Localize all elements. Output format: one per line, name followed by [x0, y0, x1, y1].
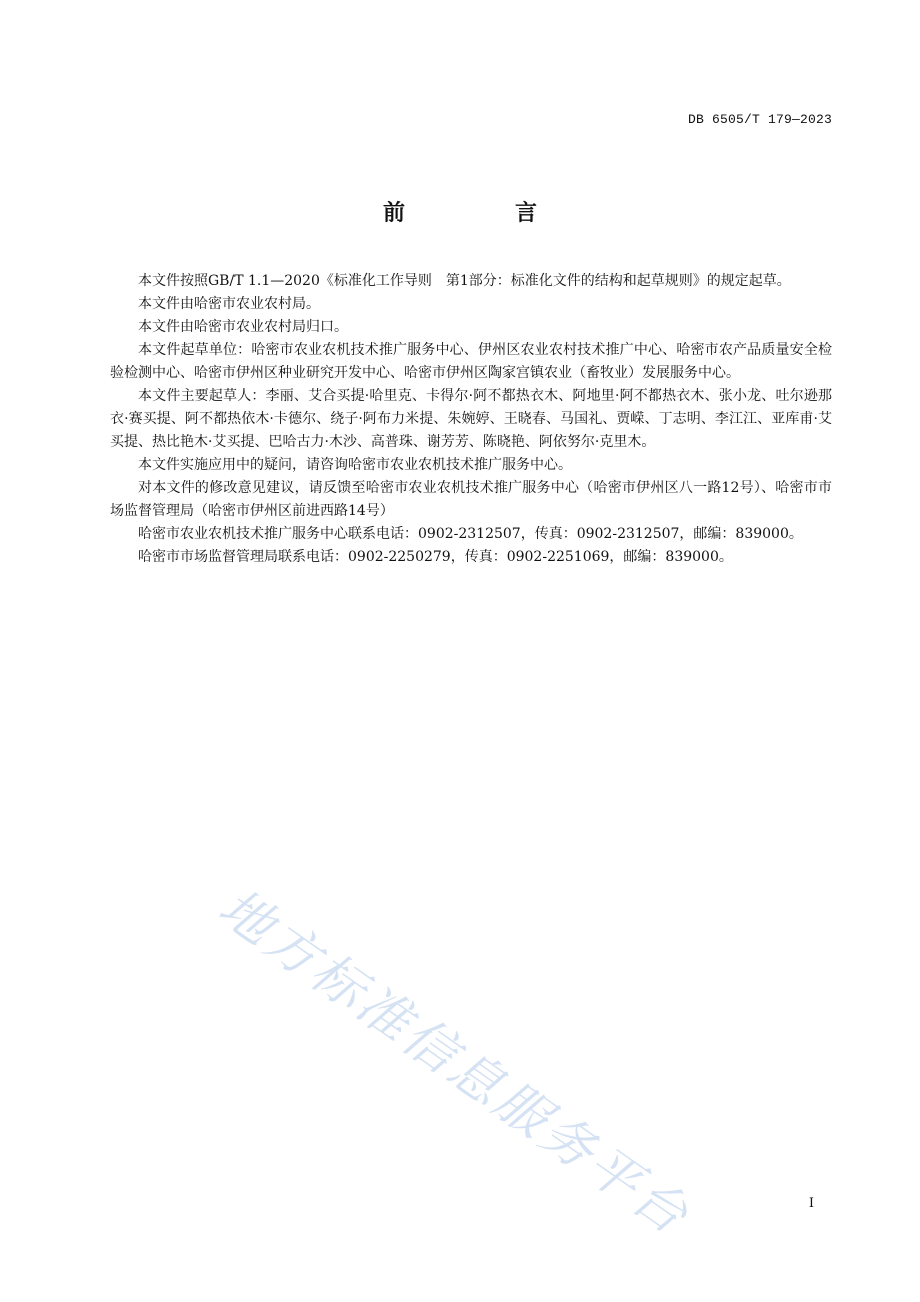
- paragraph-proposer: 本文件由哈密市农业农村局。: [138, 296, 320, 312]
- paragraph-inquiries: 本文件实施应用中的疑问，请咨询哈密市农业农机技术推广服务中心。: [138, 457, 572, 473]
- page-title: 前 言: [382, 201, 581, 226]
- paragraph-drafting-units: 本文件起草单位：哈密市农业农机技术推广服务中心、伊州区农业农村技术推广中心、哈密市农产品质量安全检验检测中心、哈密市伊州区种业研究开发中心、哈密市伊州区陶家宫镇农业（畜牧业）发展服务中心。: [110, 342, 832, 381]
- paragraph-centralized-by: 本文件由哈密市农业农村局归口。: [138, 319, 348, 335]
- page-number: I: [808, 1196, 814, 1211]
- paragraph-feedback: 对本文件的修改意见建议，请反馈至哈密市农业农机技术推广服务中心（哈密市伊州区八一路12号）、哈密市市场监督管理局（哈密市伊州区前进西路14号）: [110, 480, 832, 519]
- paragraph-drafting-rules: 本文件按照GB/T 1.1—2020《标准化工作导则 第1部分：标准化文件的结构和起草规则》的规定起草。: [138, 273, 791, 289]
- paragraph-main-drafters: 本文件主要起草人：李丽、艾合买提·哈里克、卡得尔·阿不都热衣木、阿地里·阿不都热衣木、张小龙、吐尔逊那衣·赛买提、阿不都热依木·卡德尔、绕子·阿布力米提、朱婉婷、王晓春、马国礼、贾嵘、丁志明、李江江、亚库甫·艾买提、热比艳木·艾买提、巴哈古力·木沙、高普珠、谢芳芳、陈晓艳、阿依努尔·克里木。: [110, 388, 832, 450]
- watermark: 地方标准信息服务平台: [207, 877, 701, 1248]
- paragraph-contact-agri-center: 哈密市农业农机技术推广服务中心联系电话：0902-2312507，传真：0902-2312507，邮编：839000。: [138, 526, 803, 542]
- foreword-body: [110, 270, 832, 569]
- standard-code: DB 6505/T 179—2023: [687, 112, 832, 127]
- paragraph-contact-market-bureau: 哈密市市场监督管理局联系电话：0902-2250279，传真：0902-2251069，邮编：839000。: [138, 549, 733, 565]
